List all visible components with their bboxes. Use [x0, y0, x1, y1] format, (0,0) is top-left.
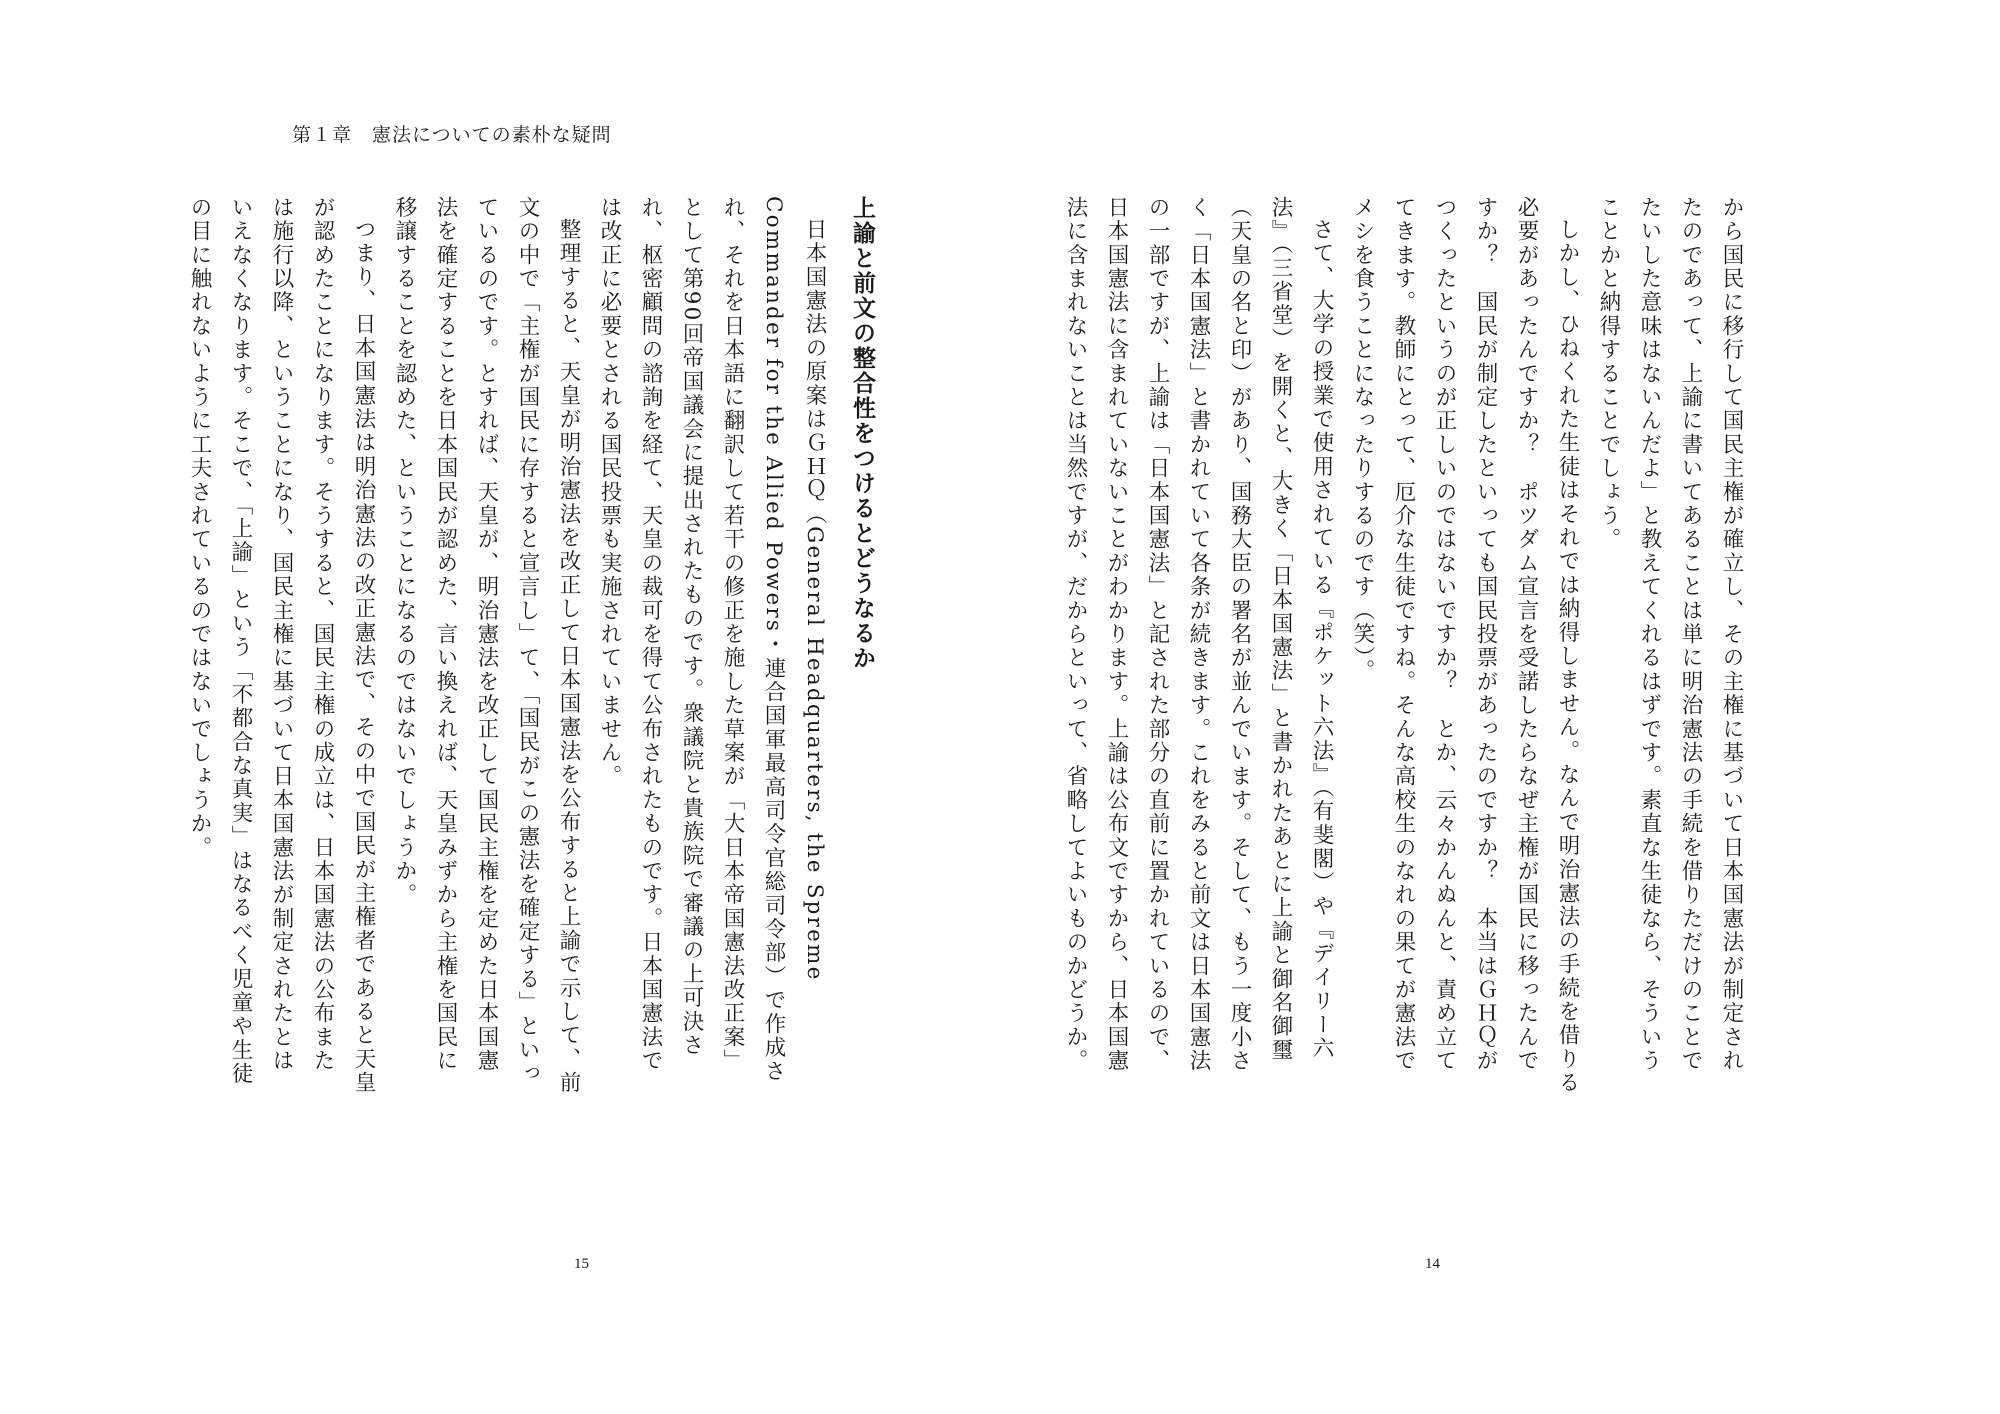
page-15-body: [187, 196, 882, 1096]
page-14-paragraph: さて、大学の授業で使用されている『ポケット六法』（有斐閣）や『デイリー六法』（三省堂）を開くと、大きく「日本国憲法」と書かれたあとに上諭と御名御璽（天皇の名と印）があり、国務大臣の署名が並んでいます。そして、もう一度小さく「日本国憲法」と書かれていて各条が続きます。これをみると前文は日本国憲法の一部ですが、上諭は「日本国憲法」と記された部分の直前に置かれているので、日本国憲法に含まれていないことがわかります。上諭は公布文ですから、日本国憲法に含まれないことは当然ですが、だからといって、省略してよいものかどうか。: [1063, 196, 1334, 1073]
page-number-left: 15: [574, 1256, 589, 1272]
page-15-paragraph: 日本国憲法の原案はＧＨＱ（General Headquarters, the Spreme Commander for the Allied Powers・連合国軍最高司令官総司令部）で作成され、それを日本語に翻訳して若干の修正を施した草案が「大日本帝国憲法改正案」として第90回帝国議会に提出されたものです。衆議院と貴族院で審議の上可決され、枢密顧問の諮詢を経て、天皇の裁可を得て公布されたものです。日本国憲法では改正に必要とされる国民投票も実施されていません。: [597, 196, 827, 1084]
page-14-body: [1063, 196, 1752, 1096]
page-15-paragraph: つまり、日本国憲法は明治憲法の改正憲法で、その中で国民が主権者であると天皇が認めたことになります。そうすると、国民主権の成立は、日本国憲法の公布または施行以降、ということになり、国民主権に基づいて日本国憲法が制定されたとはいえなくなります。そこで、「上諭」という「不都合な真実」はなるべく児童や生徒の目に触れないように工夫されているのではないでしょうか。: [187, 196, 376, 1095]
section-heading: 上諭と前文の整合性をつけるとどうなるか: [849, 196, 875, 671]
page-14-paragraph: から国民に移行して国民主権が確立し、その主権に基づいて日本国憲法が制定されたのであって、上諭に書いてあることは単に明治憲法の手続を借りただけのことでたいした意味はないんだよ」と教えてくれるはずです。素直な生徒なら、そういうことかと納得することでしょう。: [1596, 196, 1744, 1073]
running-head: 第１章 憲法についての素朴な疑問: [292, 124, 612, 146]
page-15-paragraph: 整理すると、天皇が明治憲法を改正して日本国憲法を公布すると上諭で示して、前文の中で「主権が国民に存すると宣言し」て、「国民がこの憲法を確定する」といっているのです。とすれば、天皇が、明治憲法を改正して国民主権を定めた日本国憲法を確定することを日本国民が認めた、言い換えれば、天皇みずから主権を国民に移譲することを認めた、ということになるのではないでしょうか。: [392, 196, 581, 1095]
page-14-paragraph: しかし、ひねくれた生徒はそれでは納得しません。なんで明治憲法の手続を借りる必要があったんですか？ ポツダム宣言を受諾したらなぜ主権が国民に移ったんですか？ 国民が制定したといっても国民投票があったのですか？ 本当はＧＨＱがつくったというのが正しいのではないですか？ とか、云々かんぬんと、責め立ててきます。教師にとって、厄介な生徒ですね。そんな高校生のなれの果てが憲法でメシを食うことになったりするのです（笑）。: [1350, 196, 1580, 1095]
page-number-right: 14: [1425, 1256, 1440, 1272]
